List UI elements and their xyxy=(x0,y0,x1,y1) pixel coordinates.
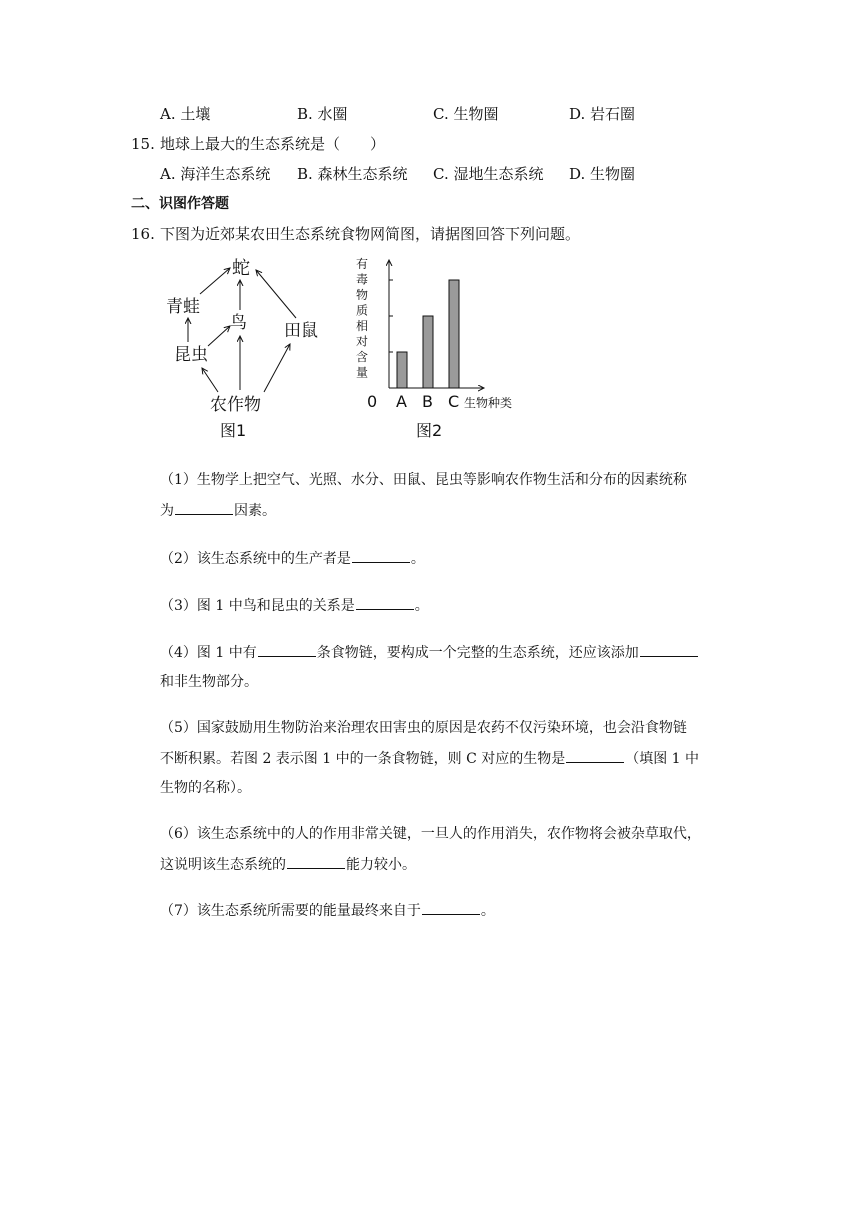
answer-blank[interactable] xyxy=(258,642,316,657)
q16-part7-post: 。 xyxy=(480,903,495,919)
q16-part7 xyxy=(160,900,495,921)
x-axis-label: 生物种类 xyxy=(464,396,513,410)
bar-B xyxy=(423,316,433,388)
answer-blank[interactable] xyxy=(640,642,698,657)
figure-2-bar-chart xyxy=(352,252,532,442)
node-bird: 鸟 xyxy=(230,313,247,333)
q16-part2 xyxy=(160,548,425,569)
origin-label: 0 xyxy=(367,392,378,411)
q16-part1-pre: 为 xyxy=(160,503,174,519)
arrow-crop-mouse xyxy=(264,344,290,392)
section-heading: 二、识图作答题 xyxy=(131,196,229,212)
q16-part3-post: 。 xyxy=(414,598,429,614)
y-axis-label-char: 质 xyxy=(356,303,369,318)
node-snake: 蛇 xyxy=(232,258,250,279)
q14-option-c: C. 生物圈 xyxy=(433,105,499,123)
arrow-frog-snake xyxy=(200,268,230,294)
x-tick-label-C: C xyxy=(448,392,460,411)
figure-2-caption: 图2 xyxy=(416,421,443,440)
x-tick-label-A: A xyxy=(396,392,407,411)
bar-A xyxy=(397,352,407,388)
y-axis-label xyxy=(356,257,368,380)
q16-stem: 下图为近郊某农田生态系统食物网简图，请据图回答下列问题。 xyxy=(160,225,581,243)
answer-blank[interactable] xyxy=(352,548,410,563)
y-axis-label-char: 量 xyxy=(356,365,369,380)
y-axis-label-char: 含 xyxy=(356,350,369,364)
q16-part5-post: （填图 1 中 xyxy=(625,751,700,767)
q15-number: 15. xyxy=(131,135,155,153)
q14-option-b: B. 水圈 xyxy=(297,105,348,123)
answer-blank[interactable] xyxy=(287,854,345,869)
node-insect: 昆虫 xyxy=(174,345,208,365)
q16-part3-pre: （3）图 1 中鸟和昆虫的关系是 xyxy=(160,598,355,614)
q16-part4-line1 xyxy=(160,642,699,663)
q16-part6-line1: （6）该生态系统中的人的作用非常关键，一旦人的作用消失，农作物将会被杂草取代， xyxy=(160,826,701,842)
q15-option-a: A. 海洋生态系统 xyxy=(160,165,271,183)
x-tick-label-B: B xyxy=(422,392,433,411)
q16-part6-line2 xyxy=(160,854,416,875)
q15-option-b: B. 森林生态系统 xyxy=(297,165,408,183)
q16-part3 xyxy=(160,595,429,616)
q15-stem: 地球上最大的生态系统是（ ） xyxy=(160,135,386,153)
y-axis-label-char: 毒 xyxy=(356,272,369,287)
q16-part2-pre: （2）该生态系统中的生产者是 xyxy=(160,551,351,567)
q16-part7-pre: （7）该生态系统所需要的能量最终来自于 xyxy=(160,903,421,919)
q16-part6-pre: 这说明该生态系统的 xyxy=(160,857,286,873)
q16-part1-line2 xyxy=(160,500,276,521)
node-crop: 农作物 xyxy=(210,395,261,415)
q16-part4-mid: 条食物链，要构成一个完整的生态系统，还应该添加 xyxy=(316,645,639,661)
q15-option-d: D. 生物圈 xyxy=(569,165,636,183)
answer-blank[interactable] xyxy=(566,748,624,763)
answer-blank[interactable] xyxy=(422,900,480,915)
y-axis-label-char: 相 xyxy=(356,319,369,333)
answer-blank[interactable] xyxy=(356,595,414,610)
q16-part6-post: 能力较小。 xyxy=(346,857,416,873)
q16-part1-post: 因素。 xyxy=(234,503,276,519)
node-mouse: 田鼠 xyxy=(284,321,318,341)
node-frog: 青蛙 xyxy=(166,297,200,317)
q16-part5-pre: 不断积累。若图 2 表示图 1 中的一条食物链，则 C 对应的生物是 xyxy=(160,751,566,767)
q16-part5-line2 xyxy=(160,748,699,769)
q16-part2-post: 。 xyxy=(410,551,425,567)
q16-part5-line1: （5）国家鼓励用生物防治来治理农田害虫的原因是农药不仅污染环境，也会沿食物链 xyxy=(160,720,687,736)
q14-option-a: A. 土壤 xyxy=(160,105,211,123)
q16-part1-line1: （1）生物学上把空气、光照、水分、田鼠、昆虫等影响农作物生活和分布的因素统称 xyxy=(160,472,687,488)
arrow-mouse-snake xyxy=(256,270,296,318)
q16-number: 16. xyxy=(131,225,155,243)
y-axis-label-char: 物 xyxy=(356,288,369,302)
q15-option-c: C. 湿地生态系统 xyxy=(433,165,544,183)
arrow-crop-insect xyxy=(202,368,218,392)
figure-1-caption: 图1 xyxy=(220,421,247,440)
q14-option-d: D. 岩石圈 xyxy=(569,105,636,123)
y-axis-label-char: 有 xyxy=(356,257,369,271)
q16-part4-pre: （4）图 1 中有 xyxy=(160,645,257,661)
figure-1-food-web xyxy=(160,252,330,442)
answer-blank[interactable] xyxy=(175,500,233,515)
bar-C xyxy=(449,280,459,388)
q16-part4-line2: 和非生物部分。 xyxy=(160,674,258,690)
arrow-insect-bird xyxy=(208,326,230,346)
y-axis-label-char: 对 xyxy=(356,334,369,349)
q16-part5-line3: 生物的名称）。 xyxy=(160,780,251,796)
